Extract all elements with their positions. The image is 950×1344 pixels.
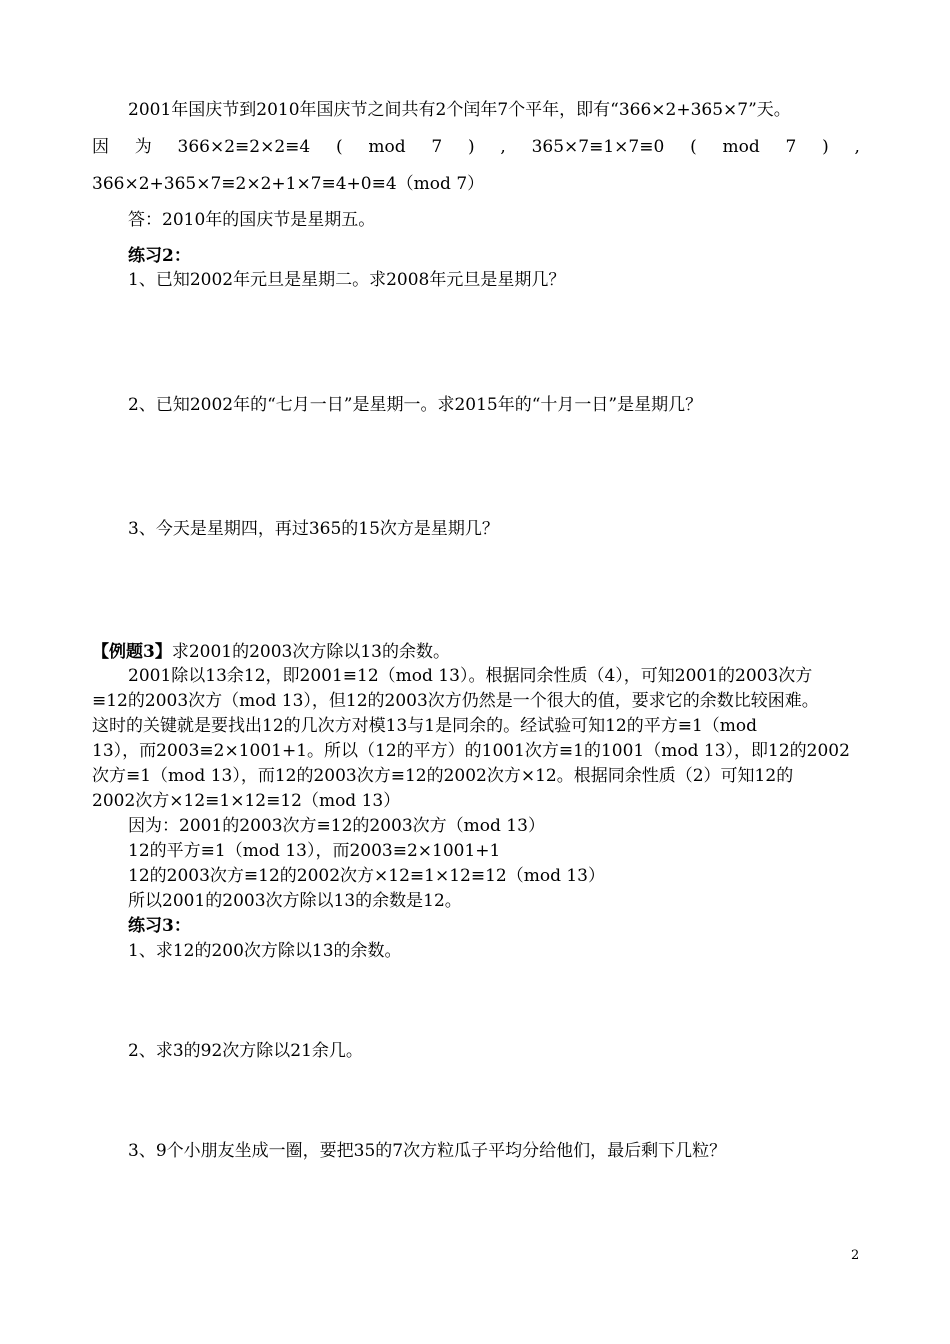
p2-token: 366×2≡2×2≡4 <box>177 137 311 157</box>
exercise-3-question-1: 1、求12的200次方除以13的余数。 <box>128 941 402 961</box>
exercise-2-question-3: 3、今天是星期四，再过365的15次方是星期几？ <box>128 519 499 539</box>
example-3-title <box>92 641 450 663</box>
p2-token: , <box>854 137 860 157</box>
solution-line: 12的2003次方≡12的2002次方×12≡1×12≡12（mod 13） <box>128 866 605 886</box>
solution-line: 2001除以13余12，即2001≡12（mod 13）。根据同余性质（4），可知2001的2003次方 <box>128 666 813 686</box>
p2-token: mod <box>722 137 760 157</box>
p2-token: 7 <box>785 137 797 157</box>
paragraph-1: 2001年国庆节到2010年国庆节之间共有2个闰年7个平年，即有“366×2+365×7”天。 <box>128 100 791 120</box>
solution-line: 13），而2003≡2×1001+1。所以（12的平方）的1001次方≡1的1001（mod 13），即12的2002 <box>92 741 850 761</box>
p2-token: 365×7≡1×7≡0 <box>531 137 665 157</box>
solution-line: 所以2001的2003次方除以13的余数是12。 <box>128 891 462 911</box>
exercise-2-question-1: 1、已知2002年元旦是星期二。求2008年元旦是星期几？ <box>128 270 566 290</box>
p2-token: ( <box>336 137 343 157</box>
paragraph-2 <box>92 136 860 158</box>
solution-line: 2002次方×12≡1×12≡12（mod 13） <box>92 791 401 811</box>
exercise-3-heading: 练习3： <box>128 916 191 936</box>
p2-token: mod <box>368 137 406 157</box>
solution-line: 因为：2001的2003次方≡12的2003次方（mod 13） <box>128 816 545 836</box>
example-3-question: 求2001的2003次方除以13的余数。 <box>171 642 451 662</box>
page-number: 2 <box>851 1248 860 1263</box>
example-3-label: 【例题3】 <box>92 642 172 662</box>
solution-line: 12的平方≡1（mod 13），而2003≡2×1001+1 <box>128 841 501 861</box>
paragraph-3: 366×2+365×7≡2×2+1×7≡4+0≡4（mod 7） <box>92 174 485 194</box>
exercise-3-question-3: 3、9个小朋友坐成一圈，要把35的7次方粒瓜子平均分给他们，最后剩下几粒？ <box>128 1141 727 1161</box>
exercise-3-question-2: 2、求3的92次方除以21余几。 <box>128 1041 363 1061</box>
p2-token: 为 <box>134 137 152 157</box>
solution-line: ≡12的2003次方（mod 13），但12的2003次方仍然是一个很大的值，要求它的余数比较困难。 <box>92 691 819 711</box>
exercise-2-question-2: 2、已知2002年的“七月一日”是星期一。求2015年的“十月一日”是星期几？ <box>128 395 703 415</box>
solution-line: 次方≡1（mod 13），而12的2003次方≡12的2002次方×12。根据同余性质（2）可知12的 <box>92 766 794 786</box>
p2-token: 因 <box>92 137 109 157</box>
exercise-2-heading: 练习2： <box>128 246 191 266</box>
p2-token: , <box>500 137 506 157</box>
p2-token: ( <box>690 137 697 157</box>
p2-token: ) <box>468 137 475 157</box>
answer: 答：2010年的国庆节是星期五。 <box>128 210 376 230</box>
p2-token: 7 <box>431 137 443 157</box>
solution-line: 这时的关键就是要找出12的几次方对模13与1是同余的。经试验可知12的平方≡1（mod <box>92 716 758 736</box>
p2-token: ) <box>822 137 829 157</box>
